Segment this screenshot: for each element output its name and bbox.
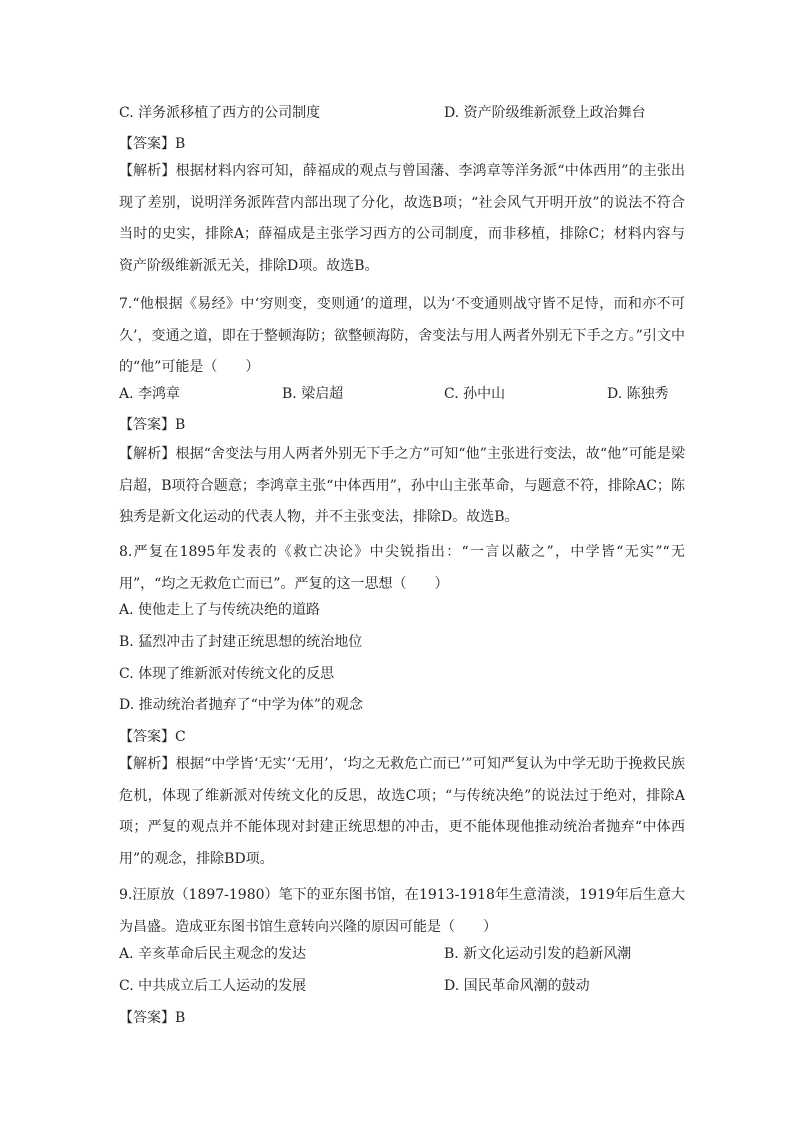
q7-option-a: A. 李鸿章 (119, 386, 181, 402)
q7-option-c: C. 孙中山 (444, 386, 506, 402)
q8-option-a: A. 使他走上了与传统决绝的道路 (119, 602, 321, 618)
q7-option-d: D. 陈独秀 (607, 386, 669, 402)
q7-option-b: B. 梁启超 (282, 386, 344, 402)
q9-option-a: A. 辛亥革命后民主观念的发达 (119, 946, 307, 962)
q8-option-b: B. 猛烈冲击了封建正统思想的统治地位 (119, 634, 363, 650)
q6-option-c: C. 洋务派移植了西方的公司制度 (119, 105, 321, 121)
q7-stem: 7.“他根据《易经》中‘穷则变，变则通’的道理，以为‘不变通则战守皆不足恃，而和亦不可久’，变通之道，即在于整顿海防；欲整顿海防，舍变法与用人两者外别无下手之方。”引文中的“他”可能是（ ） (119, 296, 685, 375)
q8-option-d: D. 推动统治者抛弃了“中学为体”的观念 (119, 697, 363, 713)
q6-analysis: 【解析】根据材料内容可知，薛福成的观点与曾国藩、李鸿章等洋务派“中体西用”的主张出现了差别，说明洋务派阵营内部出现了分化，故选B项；“社会风气开明开放”的说法不符合当时的史实，排除A；薛福成是主张学习西方的公司制度，而非移植，排除C；材料内容与资产阶级维新派无关，排除D项。故选B。 (119, 163, 685, 274)
q9-option-d: D. 国民革命风潮的鼓动 (444, 978, 590, 994)
q9-option-c: C. 中共成立后工人运动的发展 (119, 978, 307, 994)
q8-analysis: 【解析】根据“中学皆‘无实’‘无用’，‘均之无救危亡而已’”可知严复认为中学无助于挽救民族危机，体现了维新派对传统文化的反思，故选C项；“与传统决绝”的说法过于绝对，排除A项；严复的观点并不能体现对封建正统思想的冲击，更不能体现他推动统治者抛弃“中体西用”的观念，排除BD项。 (119, 756, 685, 867)
q6-option-d: D. 资产阶级维新派登上政治舞台 (444, 105, 646, 121)
q8-answer: 【答案】C (119, 729, 186, 745)
q9-answer: 【答案】B (119, 1010, 186, 1026)
q9-stem: 9.汪原放（1897-1980）笔下的亚东图书馆，在1913-1918年生意清淡，1919年后生意大为昌盛。造成亚东图书馆生意转向兴隆的原因可能是（ ） (119, 887, 685, 935)
q8-stem: 8.严复在1895年发表的《救亡决论》中尖锐指出：“一言以蔽之”，中学皆“无实”“无用”，“均之无救危亡而已”。严复的这一思想（ ） (119, 544, 685, 592)
q7-analysis: 【解析】根据“舍变法与用人两者外别无下手之方”可知“他”主张进行变法，故“他”可能是梁启超，B项符合题意；李鸿章主张“中体西用”，孙中山主张革命，与题意不符，排除AC；陈独秀是新文化运动的代表人物，并不主张变法，排除D。故选B。 (119, 446, 685, 525)
q8-option-c: C. 体现了维新派对传统文化的反思 (119, 666, 335, 682)
q9-option-b: B. 新文化运动引发的趋新风潮 (444, 946, 632, 962)
q6-answer: 【答案】B (119, 136, 186, 152)
q7-answer: 【答案】B (119, 417, 186, 433)
